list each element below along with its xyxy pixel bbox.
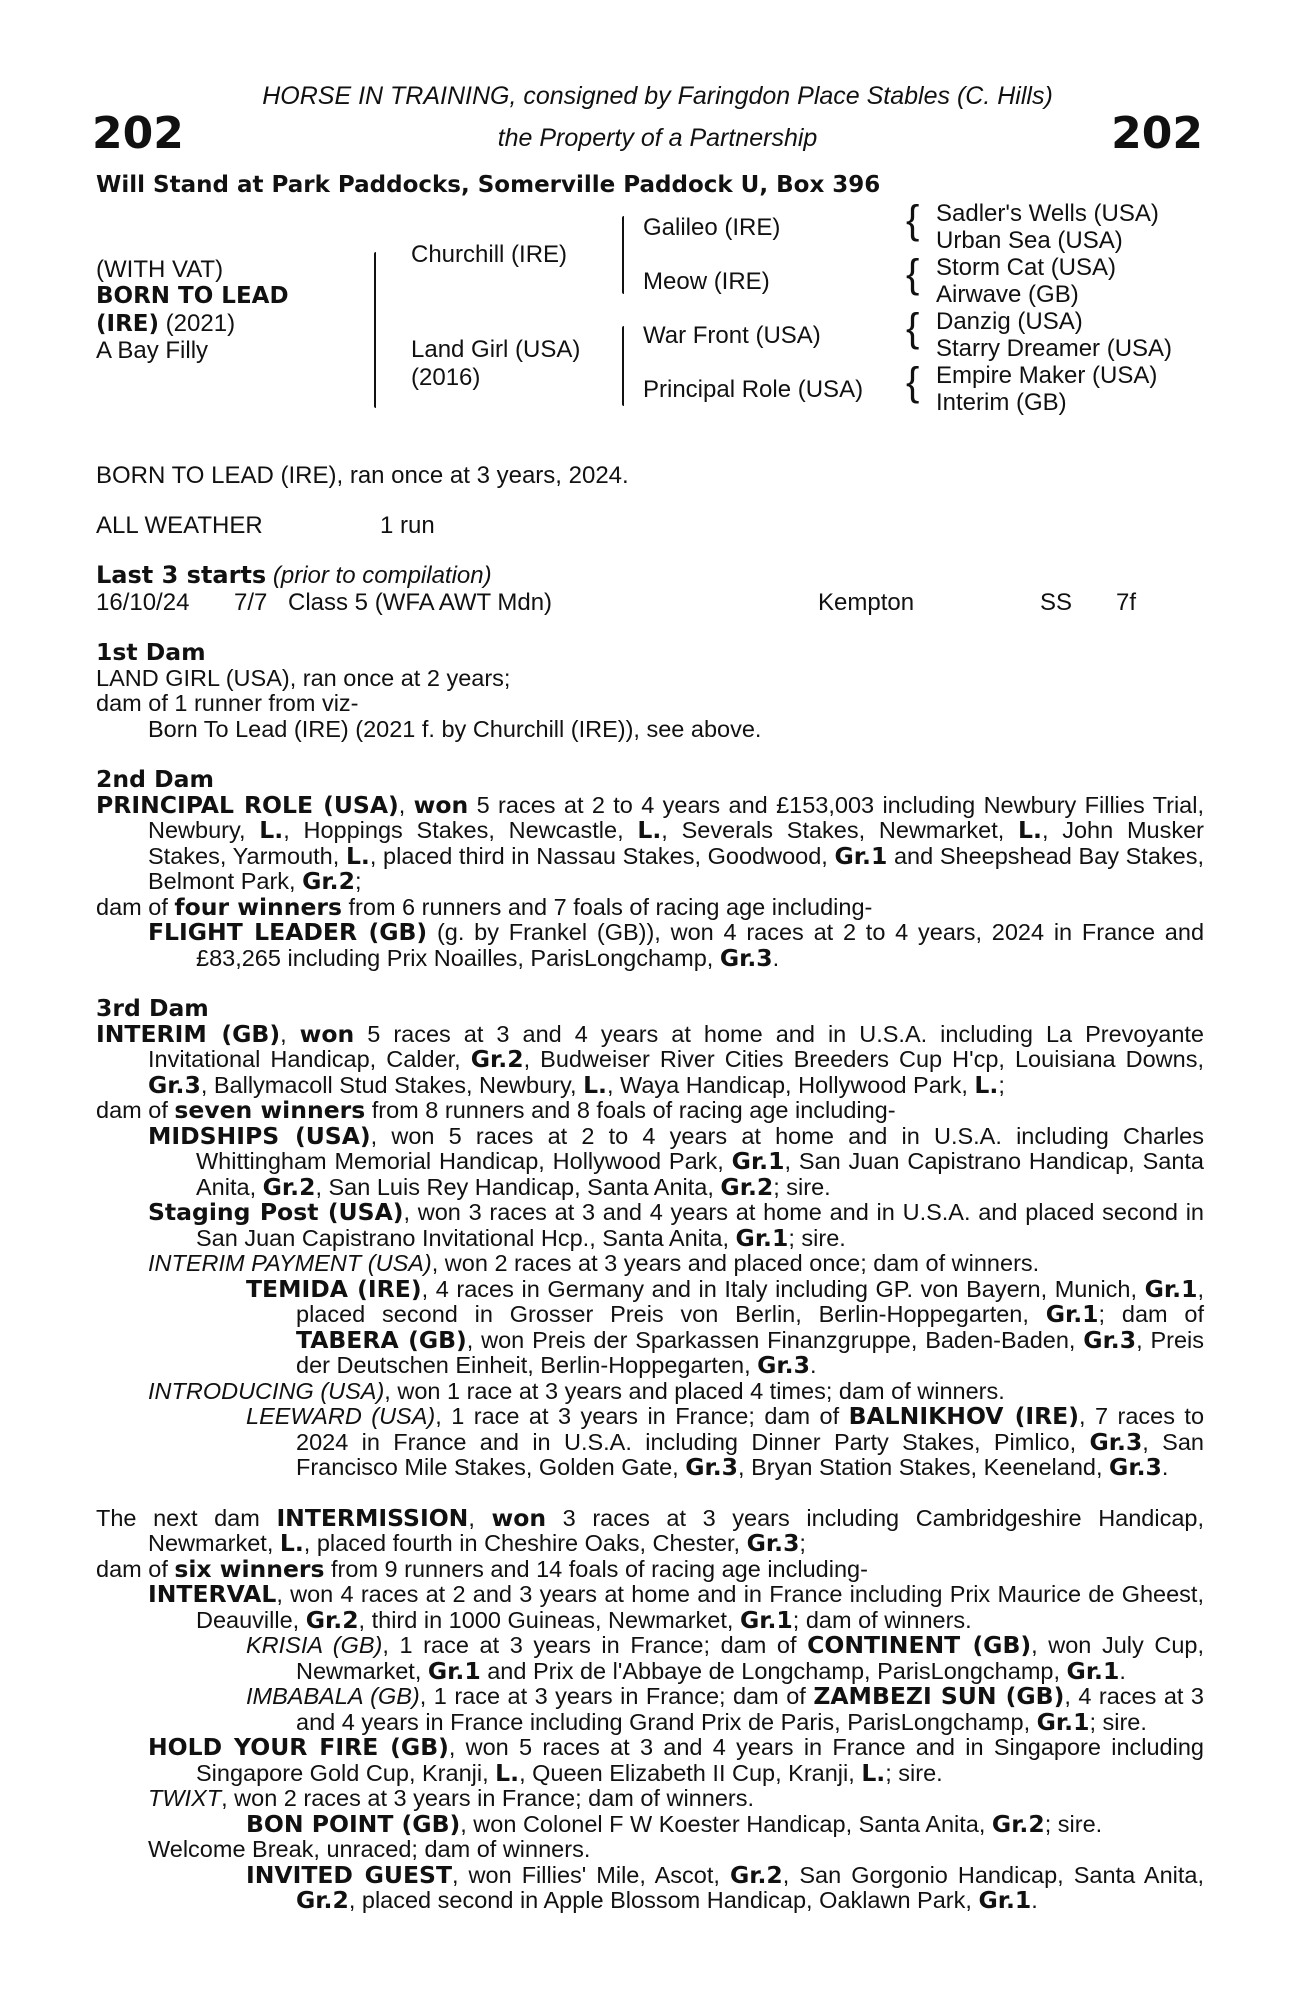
second-dam-entry: PRINCIPAL ROLE (USA), won 5 races at 2 to 4 years and £153,003 including Newbury Fillies Trial, Newbury, L., Hoppings Stakes, Newcastle, L., Severals Stakes, Newmarket, L., John Musker Stakes, Yarmouth, L., placed third in Nassau Stakes, Goodwood, Gr.1 and Sheepshead Bay Stakes, Belmont Park, Gr.2; xyxy=(96,790,1205,895)
lot-number-left: 202 xyxy=(92,108,184,159)
race-summary: BORN TO LEAD (IRE), ran once at 3 years, 2024. xyxy=(96,462,629,489)
stand-location: Will Stand at Park Paddocks, Somerville Paddock U, Box 396 xyxy=(96,172,881,198)
first-dam-produce: dam of 1 runner from viz- xyxy=(96,690,359,716)
flight-leader-entry: FLIGHT LEADER (GB) (g. by Frankel (GB)), won 4 races at 2 to 4 years, 2024 in France and £83,265 including Prix Noailles, ParisLongchamp, Gr.3. xyxy=(148,918,1205,972)
ancestor-8: Interim (GB) xyxy=(936,389,1067,416)
first-dam-line: LAND GIRL (USA), ran once at 2 years; xyxy=(96,664,511,691)
dam-dam: Principal Role (USA) xyxy=(643,376,864,403)
sire-dam: Meow (IRE) xyxy=(643,268,770,295)
invited-guest-entry: INVITED GUEST, won Fillies' Mile, Ascot, Gr.2, San Gorgonio Handicap, Santa Anita, Gr.2, placed second in Apple Blossom Handicap, Oaklawn Park, Gr.1. xyxy=(246,1860,1204,1914)
horse-description: A Bay Filly xyxy=(96,337,209,364)
third-dam-produce: dam of seven winners from 8 runners and 8 foals of racing age including- xyxy=(96,1096,896,1124)
grand-brace-4: { xyxy=(906,360,920,404)
ancestor-6: Starry Dreamer (USA) xyxy=(936,335,1173,362)
dam-year: (2016) xyxy=(411,364,481,391)
start-position: 7/7 xyxy=(234,589,268,616)
staging-post-entry: Staging Post (USA), won 3 races at 3 and 4 years at home and in U.S.A. and placed second in San Juan Capistrano Invitational Hcp., Santa Anita, Gr.1; sire. xyxy=(148,1198,1204,1252)
lot-number-right: 202 xyxy=(1111,108,1203,159)
next-dam-produce: dam of six winners from 9 runners and 14 foals of racing age including- xyxy=(96,1554,868,1583)
sire-sire: Galileo (IRE) xyxy=(643,214,781,241)
imbabala-entry: IMBABALA (GB), 1 race at 3 years in France; dam of ZAMBEZI SUN (GB), 4 races at 3 and 4 years in France including Grand Prix de Paris, ParisLongchamp, Gr.1; sire. xyxy=(246,1682,1204,1736)
start-distance: 7f xyxy=(1116,589,1137,616)
hold-your-fire-entry: HOLD YOUR FIRE (GB), won 5 races at 3 and 4 years in France and in Singapore including Singapore Gold Cup, Kranji, L., Queen Elizabeth II Cup, Kranji, L.; sire. xyxy=(148,1733,1204,1787)
start-race: Class 5 (WFA AWT Mdn) xyxy=(288,589,553,616)
interim-payment-entry: INTERIM PAYMENT (USA), won 2 races at 3 years and placed once; dam of winners. xyxy=(148,1250,1040,1276)
ancestor-3: Storm Cat (USA) xyxy=(936,254,1117,281)
first-dam-title: 1st Dam xyxy=(96,638,206,666)
temida-entry: TEMIDA (IRE), 4 races in Germany and in Italy including GP. von Bayern, Munich, Gr.1, placed second in Grosser Preis von Berlin, Berlin-Hoppegarten, Gr.1; dam of TABERA (GB), won Preis der Sparkassen Finanzgruppe, Baden-Baden, Gr.3, Preis der Deutschen Einheit, Berlin-Hoppegarten, Gr.3. xyxy=(246,1274,1204,1379)
surface-runs: 1 run xyxy=(380,512,435,539)
third-dam-entry: INTERIM (GB), won 5 races at 3 and 4 years at home and in U.S.A. including La Prevoyante Invitational Handicap, Calder, Gr.2, Budweiser River Cities Breeders Cup H'cp, Louisiana Downs, Gr.3, Ballymacoll Stud Stakes, Newbury, L., Waya Handicap, Hollywood Park, L.; xyxy=(96,1019,1205,1099)
grand-brace-3: { xyxy=(906,306,920,350)
horse-year: (2021) xyxy=(159,310,236,337)
ancestor-4: Airwave (GB) xyxy=(936,281,1079,308)
horse-name: BORN TO LEAD xyxy=(96,283,289,309)
next-dam-entry: The next dam INTERMISSION, won 3 races at 3 years including Cambridgeshire Handicap, Newmarket, L., placed fourth in Cheshire Oaks, Chester, Gr.3; xyxy=(96,1503,1205,1557)
introducing-entry: INTRODUCING (USA), won 1 race at 3 years and placed 4 times; dam of winners. xyxy=(148,1377,1005,1404)
welcome-break-entry: Welcome Break, unraced; dam of winners. xyxy=(148,1836,591,1862)
second-dam-produce: dam of four winners from 6 runners and 7 foals of racing age including- xyxy=(96,892,873,921)
horse-country: (IRE) xyxy=(96,311,160,337)
midships-entry: MIDSHIPS (USA), won 5 races at 2 to 4 years at home and in U.S.A. including Charles Whittingham Memorial Handicap, Hollywood Park, Gr.1, San Juan Capistrano Handicap, Santa Anita, Gr.2, San Luis Rey Handicap, Santa Anita, Gr.2; sire. xyxy=(148,1121,1204,1201)
start-going: SS xyxy=(1040,589,1073,616)
grand-brace-1: { xyxy=(906,198,920,242)
start-course: Kempton xyxy=(818,589,915,616)
sire: Churchill (IRE) xyxy=(411,241,568,268)
grand-brace-2: { xyxy=(906,252,920,296)
last-starts-title: Last 3 starts xyxy=(96,561,267,589)
pedigree-brace-dam xyxy=(622,326,624,406)
horse-origin-year xyxy=(96,310,235,338)
ancestor-7: Empire Maker (USA) xyxy=(936,362,1158,389)
pedigree-brace-main xyxy=(374,252,376,408)
vat-label: (WITH VAT) xyxy=(96,256,224,283)
ancestor-1: Sadler's Wells (USA) xyxy=(936,200,1159,227)
start-date: 16/10/24 xyxy=(96,589,190,616)
ancestor-5: Danzig (USA) xyxy=(936,308,1083,335)
twixt-entry: TWIXT, won 2 races at 3 years in France; dam of winners. xyxy=(148,1785,754,1811)
consignor-line: HORSE IN TRAINING, consigned by Faringdon Place Stables (C. Hills) xyxy=(262,82,1053,110)
last-starts-note: (prior to compilation) xyxy=(266,562,492,589)
dam: Land Girl (USA) xyxy=(411,336,581,363)
last-starts-heading xyxy=(96,562,492,589)
first-dam-offspring: Born To Lead (IRE) (2021 f. by Churchill (IRE)), see above. xyxy=(148,715,762,742)
bon-point-entry: BON POINT (GB), won Colonel F W Koester Handicap, Santa Anita, Gr.2; sire. xyxy=(246,1809,1103,1838)
property-line: the Property of a Partnership xyxy=(497,124,818,152)
interval-entry: INTERVAL, won 4 races at 2 and 3 years at home and in France including Prix Maurice de Gheest, Deauville, Gr.2, third in 1000 Guineas, Newmarket, Gr.1; dam of winners. xyxy=(148,1580,1204,1634)
surface-label: ALL WEATHER xyxy=(96,512,263,539)
dam-history xyxy=(96,640,1204,1914)
third-dam-title: 3rd Dam xyxy=(96,994,209,1022)
second-dam-title: 2nd Dam xyxy=(96,765,214,793)
leeward-entry: LEEWARD (USA), 1 race at 3 years in France; dam of BALNIKHOV (IRE), 7 races to 2024 in France and in U.S.A. including Dinner Party Stakes, Pimlico, Gr.3, San Francisco Mile Stakes, Golden Gate, Gr.3, Bryan Station Stakes, Keeneland, Gr.3. xyxy=(246,1402,1205,1481)
ancestor-2: Urban Sea (USA) xyxy=(936,227,1123,254)
pedigree-brace-sire xyxy=(622,216,624,294)
krisia-entry: KRISIA (GB), 1 race at 3 years in France; dam of CONTINENT (GB), won July Cup, Newmarket, Gr.1 and Prix de l'Abbaye de Longchamp, ParisLongchamp, Gr.1. xyxy=(246,1631,1204,1685)
dam-sire: War Front (USA) xyxy=(643,322,821,349)
